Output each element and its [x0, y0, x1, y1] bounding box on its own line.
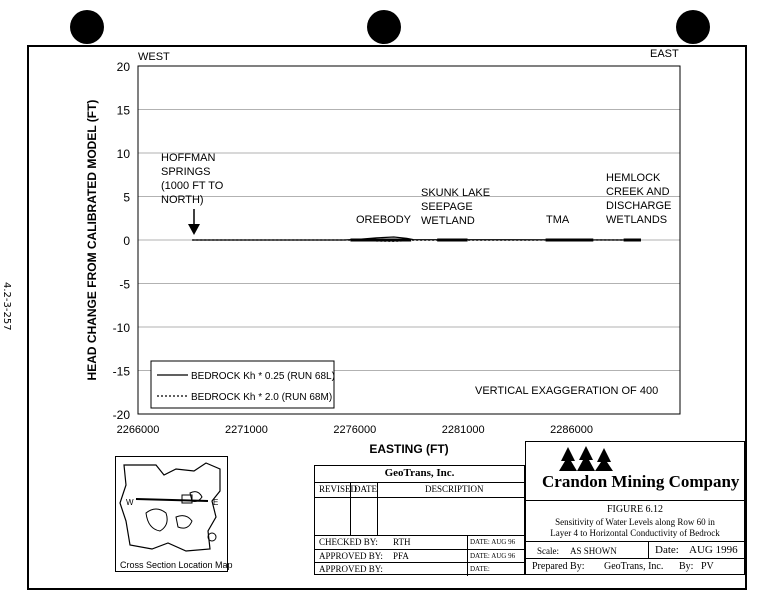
- hemlock-line-2: CREEK AND: [606, 186, 670, 198]
- approved-by-value-1: PFA: [393, 551, 409, 561]
- y-tick-label: 5: [123, 190, 130, 205]
- map-boundary: [120, 463, 220, 551]
- y-tick-label: -20: [112, 408, 130, 422]
- revised-header: REVISED: [319, 484, 357, 494]
- company-name: Crandon Mining Company: [542, 472, 740, 491]
- prepared-value: GeoTrans, Inc.: [604, 561, 664, 572]
- hoffman-annotation: [161, 152, 224, 206]
- figure-caption-line-1: Sensitivity of Water Levels along Row 60 in: [555, 517, 715, 527]
- legend: [151, 361, 335, 408]
- approved-by-label-1: APPROVED BY:: [319, 551, 383, 561]
- company-block: [525, 441, 745, 575]
- skunk-line-2: SEEPAGE: [421, 201, 473, 213]
- hemlock-line-4: WETLANDS: [606, 214, 668, 226]
- map-section-line: [136, 499, 208, 501]
- y-tick-label: -10: [112, 321, 130, 335]
- approved-by-label-2: APPROVED BY:: [319, 564, 383, 574]
- y-tick-label: -15: [112, 364, 130, 379]
- tree-logo: [558, 445, 618, 475]
- east-label: EAST: [650, 48, 679, 60]
- map-east-label: E: [213, 498, 219, 507]
- hemlock-line-1: HEMLOCK: [606, 172, 661, 184]
- x-tick-label: 2281000: [441, 424, 485, 436]
- margin-note: 4.2-3-257: [1, 282, 12, 331]
- hoffman-line-3: (1000 FT TO: [161, 180, 224, 192]
- y-tick-label: 20: [116, 60, 130, 74]
- y-tick-label: 15: [116, 103, 130, 118]
- y-tick-labels: [113, 60, 131, 422]
- hemlock-line-3: DISCHARGE: [606, 200, 672, 212]
- legend-label-1: BEDROCK Kh * 0.25 (RUN 68L): [191, 371, 335, 382]
- by-value: PV: [701, 561, 714, 572]
- skunk-line-3: WETLAND: [421, 215, 475, 227]
- date-label: Date:: [655, 544, 679, 556]
- map-lake-1: [146, 509, 167, 531]
- scale-value: AS SHOWN: [570, 546, 617, 556]
- x-tick-label: 2286000: [550, 424, 594, 436]
- approved-date-2: DATE:: [470, 565, 490, 573]
- prepared-label: Prepared By:: [532, 561, 585, 572]
- y-axis-label: HEAD CHANGE FROM CALIBRATED MODEL (FT): [85, 99, 99, 381]
- location-map: [116, 457, 227, 557]
- hoffman-arrow-head: [188, 224, 200, 235]
- figure-caption-line-2: Layer 4 to Horizontal Conductivity of Bedrock: [550, 528, 720, 538]
- hemlock-annotation: [606, 172, 671, 226]
- west-label: WEST: [138, 51, 170, 63]
- y-tick-label: 0: [123, 234, 130, 248]
- checked-by-label: CHECKED BY:: [319, 537, 378, 547]
- approved-date-1: DATE: AUG 96: [470, 552, 516, 560]
- x-tick-labels: [117, 424, 593, 436]
- x-axis-label: EASTING (FT): [369, 442, 449, 456]
- hoffman-line-2: SPRINGS: [161, 166, 211, 178]
- y-tick-label: 10: [116, 147, 130, 161]
- location-map-panel: [115, 456, 233, 572]
- y-tick-label: -5: [119, 277, 130, 292]
- legend-label-2: BEDROCK Kh * 2.0 (RUN 68M): [191, 392, 333, 403]
- checked-date: DATE: AUG 96: [470, 538, 516, 546]
- scale-label: Scale:: [537, 546, 559, 556]
- hoffman-line-4: NORTH): [161, 194, 204, 206]
- figure-number: FIGURE 6.12: [606, 504, 664, 515]
- skunk-line-1: SKUNK LAKE: [421, 187, 491, 199]
- map-lake-2: [176, 516, 192, 528]
- map-caption: Cross Section Location Map: [120, 560, 233, 570]
- orebody-label: OREBODY: [356, 214, 412, 226]
- title-block: [314, 465, 525, 575]
- hoffman-line-1: HOFFMAN: [161, 152, 216, 164]
- date-header: DATE: [354, 484, 377, 494]
- checked-by-value: RTH: [393, 537, 411, 547]
- date-value: AUG 1996: [689, 544, 738, 556]
- firm-name: GeoTrans, Inc.: [384, 467, 455, 479]
- x-tick-label: 2271000: [224, 424, 268, 436]
- x-tick-label: 2266000: [116, 424, 160, 436]
- by-label: By:: [679, 561, 694, 572]
- x-tick-label: 2276000: [333, 424, 377, 436]
- exaggeration-note: VERTICAL EXAGGERATION OF 400: [475, 385, 659, 397]
- skunk-annotation: [421, 187, 490, 227]
- description-header: DESCRIPTION: [425, 484, 484, 494]
- map-west-label: W: [126, 498, 134, 507]
- tma-label: TMA: [546, 214, 570, 226]
